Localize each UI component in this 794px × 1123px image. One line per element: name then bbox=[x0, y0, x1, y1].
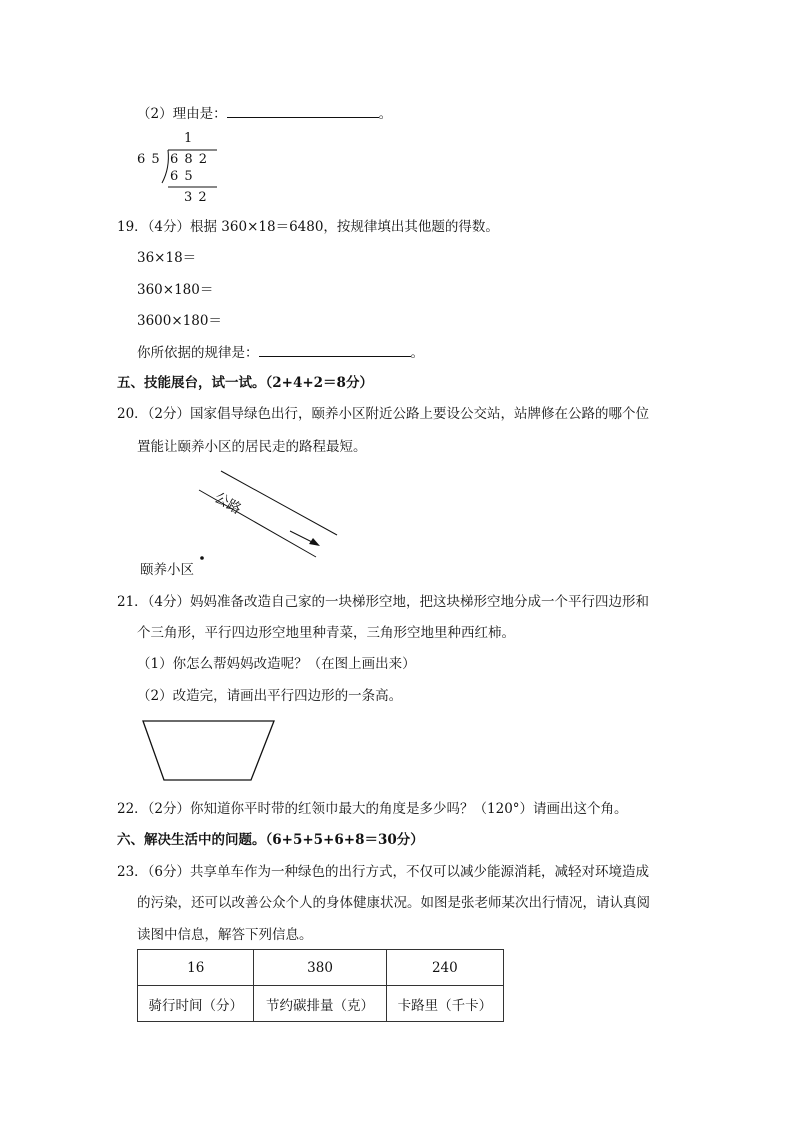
table-row bbox=[138, 986, 504, 1022]
division-product: 6 5 bbox=[170, 169, 194, 184]
community-label: 颐养小区 bbox=[140, 562, 194, 578]
q19-rule-prefix: 你所依据的规律是： bbox=[137, 345, 259, 361]
q19-item-2: 360×180＝ bbox=[137, 282, 214, 298]
q18-reason-suffix: 。 bbox=[378, 106, 393, 122]
q23-line-2: 的污染，还可以改善公众个人的身体健康状况。如图是张老师某次出行情况，请认真阅 bbox=[137, 895, 650, 911]
road-label: 公路 bbox=[211, 489, 244, 518]
section-6-heading: 六、解决生活中的问题。（6+5+5+6+8＝30分） bbox=[117, 832, 424, 848]
table-cell-carbon-label: 节约碳排量（克） bbox=[254, 986, 386, 1022]
table-cell-calorie-value: 240 bbox=[386, 950, 503, 986]
division-quotient: 1 bbox=[184, 131, 193, 146]
table-cell-riding-time-value: 16 bbox=[138, 950, 254, 986]
division-divisor: 6 5 bbox=[137, 152, 161, 167]
q21-sub-1: （1）你怎么帮妈妈改造呢？（在图上画出来） bbox=[137, 656, 416, 672]
table-row bbox=[138, 950, 504, 986]
q19-item-3: 3600×180＝ bbox=[137, 313, 222, 329]
table-cell-riding-time-label: 骑行时间（分） bbox=[138, 986, 254, 1022]
table-cell-calorie-label: 卡路里（千卡） bbox=[386, 986, 503, 1022]
q19-rule-suffix: 。 bbox=[410, 345, 424, 361]
q20-line-2: 置能让颐养小区的居民走的路程最短。 bbox=[137, 439, 367, 455]
q19-title: 19．（4分）根据 360×18＝6480，按规律填出其他题的得数。 bbox=[117, 219, 499, 235]
q19-item-1: 36×18＝ bbox=[137, 250, 197, 266]
q23-line-1: 23．（6分）共享单车作为一种绿色的出行方式，不仅可以减少能源消耗，减轻对环境造成 bbox=[117, 864, 650, 880]
q21-line-2: 个三角形，平行四边形空地里种青菜，三角形空地里种西红柿。 bbox=[137, 625, 515, 641]
q21-line-1: 21．（4分）妈妈准备改造自己家的一块梯形空地，把这块梯形空地分成一个平行四边形和 bbox=[117, 594, 650, 610]
q20-line-1: 20．（2分）国家倡导绿色出行，颐养小区附近公路上要设公交站，站牌修在公路的哪个位 bbox=[117, 406, 650, 422]
q21-sub-2: （2）改造完，请画出平行四边形的一条高。 bbox=[137, 688, 403, 704]
q23-line-3: 读图中信息，解答下列信息。 bbox=[137, 927, 313, 943]
cycling-info-table bbox=[137, 949, 504, 1022]
division-dividend: 6 8 2 bbox=[170, 152, 209, 167]
q18-reason-prefix: （2）理由是： bbox=[137, 106, 227, 122]
table-cell-carbon-value: 380 bbox=[254, 950, 386, 986]
q22-text: 22．（2分）你知道你平时带的红领巾最大的角度是多少吗？（120°）请画出这个角。 bbox=[117, 801, 628, 817]
section-5-heading: 五、技能展台，试一试。（2+4+2＝8分） bbox=[117, 375, 373, 391]
division-remainder: 3 2 bbox=[184, 190, 208, 205]
